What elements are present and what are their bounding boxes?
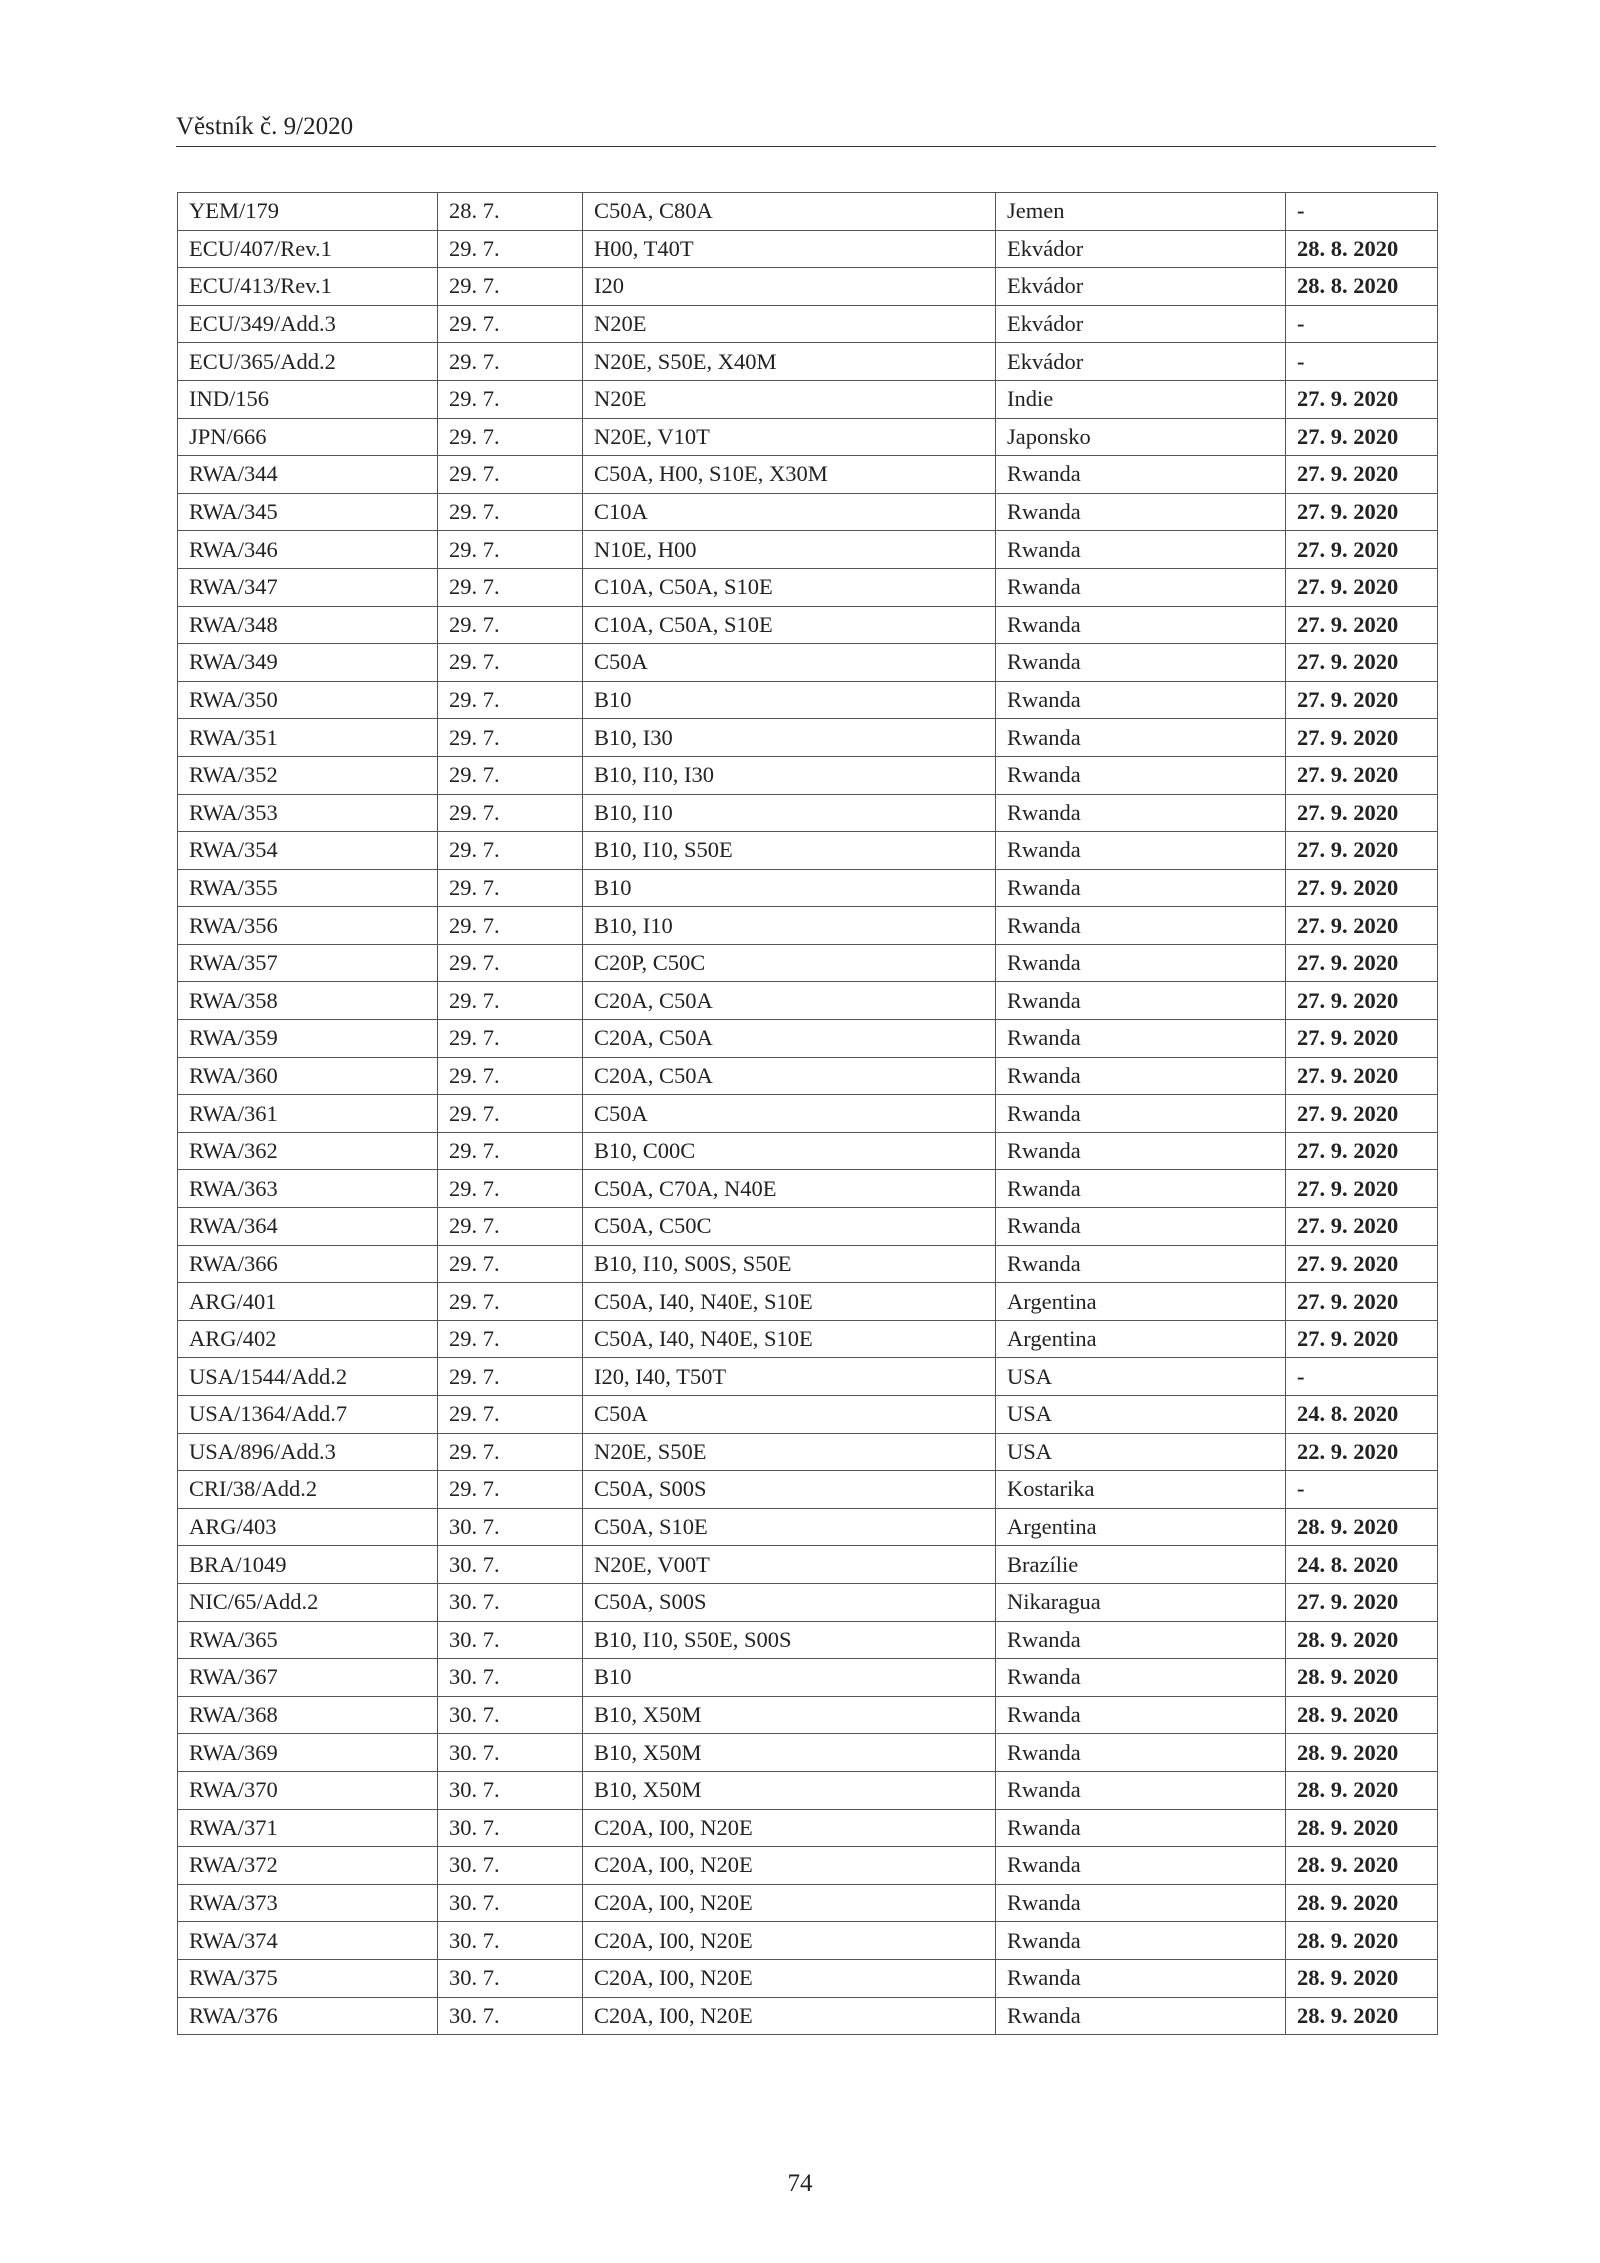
table-row [178,644,1438,682]
date-cell: 30. 7. [438,1847,583,1885]
deadline-cell: 28. 9. 2020 [1286,1508,1438,1546]
date-cell: 29. 7. [438,568,583,606]
date-cell: 29. 7. [438,230,583,268]
deadline-cell: 27. 9. 2020 [1286,1170,1438,1208]
deadline-cell: 27. 9. 2020 [1286,832,1438,870]
ics-code-cell: C20A, C50A [583,1020,996,1058]
ics-code-cell: C50A [583,1095,996,1133]
ics-code-cell: C20A, C50A [583,982,996,1020]
date-cell: 29. 7. [438,719,583,757]
date-cell: 29. 7. [438,531,583,569]
table-row [178,1020,1438,1058]
table-row [178,1583,1438,1621]
deadline-cell: 27. 9. 2020 [1286,418,1438,456]
document-code-cell: ECU/407/Rev.1 [178,230,438,268]
document-code-cell: RWA/359 [178,1020,438,1058]
table-row [178,1997,1438,2035]
country-cell: Rwanda [996,1847,1286,1885]
ics-code-cell: C50A, C80A [583,193,996,231]
table-row [178,1771,1438,1809]
ics-code-cell: C10A, C50A, S10E [583,568,996,606]
document-code-cell: RWA/360 [178,1057,438,1095]
table-row [178,982,1438,1020]
table-row [178,794,1438,832]
table-row [178,380,1438,418]
country-cell: Rwanda [996,1922,1286,1960]
table-row [178,719,1438,757]
deadline-cell: 27. 9. 2020 [1286,531,1438,569]
country-cell: Rwanda [996,681,1286,719]
deadline-cell: 27. 9. 2020 [1286,756,1438,794]
document-code-cell: USA/1544/Add.2 [178,1358,438,1396]
deadline-cell: 28. 9. 2020 [1286,1734,1438,1772]
deadline-cell: 28. 9. 2020 [1286,1884,1438,1922]
deadline-cell: 27. 9. 2020 [1286,1132,1438,1170]
document-code-cell: RWA/351 [178,719,438,757]
date-cell: 29. 7. [438,1170,583,1208]
document-code-cell: RWA/362 [178,1132,438,1170]
deadline-cell: 27. 9. 2020 [1286,568,1438,606]
date-cell: 29. 7. [438,832,583,870]
deadline-cell: - [1286,1358,1438,1396]
country-cell: USA [996,1358,1286,1396]
deadline-cell: 27. 9. 2020 [1286,982,1438,1020]
ics-code-cell: C50A, I40, N40E, S10E [583,1320,996,1358]
country-cell: Ekvádor [996,305,1286,343]
document-code-cell: JPN/666 [178,418,438,456]
document-code-cell: RWA/345 [178,493,438,531]
ics-code-cell: C50A, S00S [583,1471,996,1509]
ics-code-cell: B10, C00C [583,1132,996,1170]
ics-code-cell: I20 [583,268,996,306]
document-code-cell: RWA/344 [178,456,438,494]
table-row [178,568,1438,606]
country-cell: Rwanda [996,907,1286,945]
ics-code-cell: B10, I10, S50E, S00S [583,1621,996,1659]
country-cell: Rwanda [996,982,1286,1020]
deadline-cell: 28. 9. 2020 [1286,1771,1438,1809]
ics-code-cell: B10 [583,1659,996,1697]
date-cell: 30. 7. [438,1583,583,1621]
table-row [178,1847,1438,1885]
date-cell: 30. 7. [438,1922,583,1960]
date-cell: 29. 7. [438,343,583,381]
country-cell: Argentina [996,1508,1286,1546]
date-cell: 28. 7. [438,193,583,231]
ics-code-cell: N20E [583,305,996,343]
ics-code-cell: B10, X50M [583,1734,996,1772]
date-cell: 30. 7. [438,1884,583,1922]
ics-code-cell: C50A, C70A, N40E [583,1170,996,1208]
ics-code-cell: C20A, I00, N20E [583,1884,996,1922]
deadline-cell: 27. 9. 2020 [1286,1320,1438,1358]
table-row [178,1884,1438,1922]
country-cell: Rwanda [996,644,1286,682]
ics-code-cell: C20A, I00, N20E [583,1847,996,1885]
ics-code-cell: B10 [583,681,996,719]
deadline-cell: - [1286,193,1438,231]
ics-code-cell: N20E, V00T [583,1546,996,1584]
date-cell: 30. 7. [438,1997,583,2035]
date-cell: 29. 7. [438,944,583,982]
date-cell: 29. 7. [438,1396,583,1434]
date-cell: 30. 7. [438,1546,583,1584]
document-code-cell: RWA/365 [178,1621,438,1659]
date-cell: 30. 7. [438,1508,583,1546]
document-code-cell: IND/156 [178,380,438,418]
ics-code-cell: B10, I10, S00S, S50E [583,1245,996,1283]
ics-code-cell: B10, I10, S50E [583,832,996,870]
table-row [178,1922,1438,1960]
ics-code-cell: B10, I10 [583,907,996,945]
date-cell: 30. 7. [438,1621,583,1659]
ics-code-cell: C50A, S00S [583,1583,996,1621]
date-cell: 29. 7. [438,794,583,832]
page-header: Věstník č. 9/2020 [176,112,1436,147]
deadline-cell: - [1286,305,1438,343]
deadline-cell: - [1286,343,1438,381]
deadline-cell: 28. 8. 2020 [1286,268,1438,306]
document-code-cell: BRA/1049 [178,1546,438,1584]
date-cell: 29. 7. [438,1132,583,1170]
country-cell: Rwanda [996,1809,1286,1847]
table-row [178,343,1438,381]
table-row [178,907,1438,945]
table-row [178,305,1438,343]
deadline-cell: 27. 9. 2020 [1286,1020,1438,1058]
table-row [178,1358,1438,1396]
ics-code-cell: B10, X50M [583,1771,996,1809]
country-cell: Jemen [996,193,1286,231]
document-code-cell: RWA/358 [178,982,438,1020]
country-cell: Rwanda [996,456,1286,494]
country-cell: Rwanda [996,1132,1286,1170]
deadline-cell: 27. 9. 2020 [1286,493,1438,531]
table-row [178,1320,1438,1358]
country-cell: Rwanda [996,1734,1286,1772]
table-row [178,1057,1438,1095]
document-code-cell: RWA/354 [178,832,438,870]
date-cell: 29. 7. [438,1358,583,1396]
date-cell: 30. 7. [438,1809,583,1847]
document-code-cell: RWA/361 [178,1095,438,1133]
document-code-cell: RWA/373 [178,1884,438,1922]
document-code-cell: USA/896/Add.3 [178,1433,438,1471]
date-cell: 29. 7. [438,305,583,343]
document-code-cell: RWA/371 [178,1809,438,1847]
country-cell: Rwanda [996,1659,1286,1697]
ics-code-cell: N10E, H00 [583,531,996,569]
ics-code-cell: H00, T40T [583,230,996,268]
country-cell: Rwanda [996,1057,1286,1095]
table-row [178,1471,1438,1509]
ics-code-cell: C50A, I40, N40E, S10E [583,1283,996,1321]
table-row [178,1809,1438,1847]
document-code-cell: RWA/363 [178,1170,438,1208]
date-cell: 29. 7. [438,1471,583,1509]
document-code-cell: RWA/369 [178,1734,438,1772]
table-row [178,1546,1438,1584]
date-cell: 29. 7. [438,606,583,644]
deadline-cell: 27. 9. 2020 [1286,944,1438,982]
table-row [178,1621,1438,1659]
table-row [178,1170,1438,1208]
deadline-cell: 24. 8. 2020 [1286,1396,1438,1434]
table-row [178,1508,1438,1546]
deadline-cell: - [1286,1471,1438,1509]
document-code-cell: CRI/38/Add.2 [178,1471,438,1509]
deadline-cell: 27. 9. 2020 [1286,456,1438,494]
table-row [178,456,1438,494]
date-cell: 29. 7. [438,380,583,418]
table-row [178,756,1438,794]
document-code-cell: RWA/376 [178,1997,438,2035]
table-row [178,606,1438,644]
document-code-cell: RWA/375 [178,1959,438,1997]
deadline-cell: 28. 9. 2020 [1286,1922,1438,1960]
country-cell: Rwanda [996,1621,1286,1659]
ics-code-cell: C50A, H00, S10E, X30M [583,456,996,494]
deadline-cell: 27. 9. 2020 [1286,719,1438,757]
table-row [178,193,1438,231]
document-code-cell: ARG/402 [178,1320,438,1358]
date-cell: 29. 7. [438,1245,583,1283]
document-code-cell: RWA/370 [178,1771,438,1809]
document-code-cell: ARG/401 [178,1283,438,1321]
deadline-cell: 22. 9. 2020 [1286,1433,1438,1471]
deadline-cell: 28. 8. 2020 [1286,230,1438,268]
document-code-cell: ECU/413/Rev.1 [178,268,438,306]
ics-code-cell: C50A, C50C [583,1208,996,1246]
date-cell: 29. 7. [438,1208,583,1246]
country-cell: Rwanda [996,1020,1286,1058]
date-cell: 30. 7. [438,1771,583,1809]
country-cell: Rwanda [996,1245,1286,1283]
country-cell: Rwanda [996,1771,1286,1809]
date-cell: 30. 7. [438,1659,583,1697]
table-row [178,1283,1438,1321]
table-row [178,531,1438,569]
document-code-cell: RWA/352 [178,756,438,794]
date-cell: 29. 7. [438,1320,583,1358]
table-row [178,944,1438,982]
country-cell: Argentina [996,1320,1286,1358]
ics-code-cell: N20E, S50E, X40M [583,343,996,381]
date-cell: 29. 7. [438,681,583,719]
deadline-cell: 28. 9. 2020 [1286,1847,1438,1885]
table-row [178,230,1438,268]
deadline-cell: 27. 9. 2020 [1286,681,1438,719]
deadline-cell: 27. 9. 2020 [1286,869,1438,907]
date-cell: 29. 7. [438,756,583,794]
deadline-cell: 28. 9. 2020 [1286,1621,1438,1659]
date-cell: 29. 7. [438,1433,583,1471]
table-row [178,1433,1438,1471]
country-cell: Rwanda [996,1997,1286,2035]
document-code-cell: RWA/366 [178,1245,438,1283]
document-code-cell: RWA/368 [178,1696,438,1734]
date-cell: 29. 7. [438,493,583,531]
ics-code-cell: N20E [583,380,996,418]
table-row [178,1208,1438,1246]
deadline-cell: 27. 9. 2020 [1286,380,1438,418]
document-code-cell: RWA/346 [178,531,438,569]
ics-code-cell: C10A, C50A, S10E [583,606,996,644]
table-row [178,1696,1438,1734]
document-code-cell: YEM/179 [178,193,438,231]
ics-code-cell: N20E, V10T [583,418,996,456]
date-cell: 29. 7. [438,1020,583,1058]
document-code-cell: RWA/374 [178,1922,438,1960]
deadline-cell: 28. 9. 2020 [1286,1959,1438,1997]
deadline-cell: 24. 8. 2020 [1286,1546,1438,1584]
country-cell: Rwanda [996,1884,1286,1922]
ics-code-cell: B10, I10, I30 [583,756,996,794]
country-cell: Rwanda [996,1170,1286,1208]
table-row [178,1734,1438,1772]
country-cell: USA [996,1433,1286,1471]
date-cell: 29. 7. [438,644,583,682]
ics-code-cell: C20A, I00, N20E [583,1959,996,1997]
country-cell: Ekvádor [996,343,1286,381]
table-body [178,193,1438,2035]
table-row [178,1659,1438,1697]
country-cell: Rwanda [996,756,1286,794]
country-cell: Rwanda [996,944,1286,982]
country-cell: Rwanda [996,832,1286,870]
country-cell: Nikaragua [996,1583,1286,1621]
document-code-cell: RWA/367 [178,1659,438,1697]
country-cell: Kostarika [996,1471,1286,1509]
country-cell: Rwanda [996,1208,1286,1246]
date-cell: 29. 7. [438,1095,583,1133]
ics-code-cell: N20E, S50E [583,1433,996,1471]
date-cell: 29. 7. [438,1283,583,1321]
document-code-cell: ECU/365/Add.2 [178,343,438,381]
ics-code-cell: C50A [583,1396,996,1434]
date-cell: 29. 7. [438,869,583,907]
notification-table [177,192,1438,2035]
table-row [178,681,1438,719]
document-code-cell: USA/1364/Add.7 [178,1396,438,1434]
deadline-cell: 27. 9. 2020 [1286,794,1438,832]
document-code-cell: RWA/357 [178,944,438,982]
country-cell: Rwanda [996,1959,1286,1997]
country-cell: Rwanda [996,568,1286,606]
ics-code-cell: C20P, C50C [583,944,996,982]
ics-code-cell: B10, I10 [583,794,996,832]
ics-code-cell: C20A, C50A [583,1057,996,1095]
ics-code-cell: I20, I40, T50T [583,1358,996,1396]
country-cell: Ekvádor [996,230,1286,268]
table-row [178,1245,1438,1283]
table-row [178,1396,1438,1434]
country-cell: Rwanda [996,1696,1286,1734]
deadline-cell: 28. 9. 2020 [1286,1997,1438,2035]
deadline-cell: 28. 9. 2020 [1286,1809,1438,1847]
country-cell: Rwanda [996,1095,1286,1133]
document-code-cell: RWA/349 [178,644,438,682]
ics-code-cell: C20A, I00, N20E [583,1997,996,2035]
deadline-cell: 28. 9. 2020 [1286,1696,1438,1734]
date-cell: 29. 7. [438,907,583,945]
country-cell: Rwanda [996,794,1286,832]
table-row [178,1959,1438,1997]
deadline-cell: 27. 9. 2020 [1286,1095,1438,1133]
country-cell: Indie [996,380,1286,418]
ics-code-cell: B10, X50M [583,1696,996,1734]
document-code-cell: RWA/348 [178,606,438,644]
document-code-cell: RWA/372 [178,1847,438,1885]
deadline-cell: 27. 9. 2020 [1286,1208,1438,1246]
deadline-cell: 27. 9. 2020 [1286,1057,1438,1095]
page-number: 74 [787,2170,813,2197]
date-cell: 30. 7. [438,1959,583,1997]
document-code-cell: RWA/355 [178,869,438,907]
deadline-cell: 27. 9. 2020 [1286,644,1438,682]
document-code-cell: NIC/65/Add.2 [178,1583,438,1621]
country-cell: Ekvádor [996,268,1286,306]
date-cell: 29. 7. [438,456,583,494]
document-code-cell: ARG/403 [178,1508,438,1546]
country-cell: USA [996,1396,1286,1434]
document-code-cell: RWA/364 [178,1208,438,1246]
document-code-cell: RWA/353 [178,794,438,832]
deadline-cell: 27. 9. 2020 [1286,1283,1438,1321]
ics-code-cell: C10A [583,493,996,531]
ics-code-cell: C50A [583,644,996,682]
document-code-cell: RWA/356 [178,907,438,945]
country-cell: Argentina [996,1283,1286,1321]
deadline-cell: 27. 9. 2020 [1286,1245,1438,1283]
ics-code-cell: C20A, I00, N20E [583,1809,996,1847]
ics-code-cell: B10, I30 [583,719,996,757]
date-cell: 29. 7. [438,418,583,456]
table-row [178,832,1438,870]
table-row [178,418,1438,456]
document-code-cell: ECU/349/Add.3 [178,305,438,343]
deadline-cell: 27. 9. 2020 [1286,1583,1438,1621]
country-cell: Rwanda [996,719,1286,757]
country-cell: Rwanda [996,531,1286,569]
date-cell: 29. 7. [438,268,583,306]
deadline-cell: 28. 9. 2020 [1286,1659,1438,1697]
country-cell: Brazílie [996,1546,1286,1584]
document-code-cell: RWA/347 [178,568,438,606]
ics-code-cell: C50A, S10E [583,1508,996,1546]
deadline-cell: 27. 9. 2020 [1286,606,1438,644]
table-row [178,869,1438,907]
country-cell: Rwanda [996,493,1286,531]
table-row [178,493,1438,531]
table-row [178,268,1438,306]
ics-code-cell: C20A, I00, N20E [583,1922,996,1960]
country-cell: Japonsko [996,418,1286,456]
document-code-cell: RWA/350 [178,681,438,719]
deadline-cell: 27. 9. 2020 [1286,907,1438,945]
table-row [178,1095,1438,1133]
country-cell: Rwanda [996,606,1286,644]
ics-code-cell: B10 [583,869,996,907]
country-cell: Rwanda [996,869,1286,907]
date-cell: 29. 7. [438,982,583,1020]
date-cell: 30. 7. [438,1734,583,1772]
table-row [178,1132,1438,1170]
date-cell: 30. 7. [438,1696,583,1734]
date-cell: 29. 7. [438,1057,583,1095]
